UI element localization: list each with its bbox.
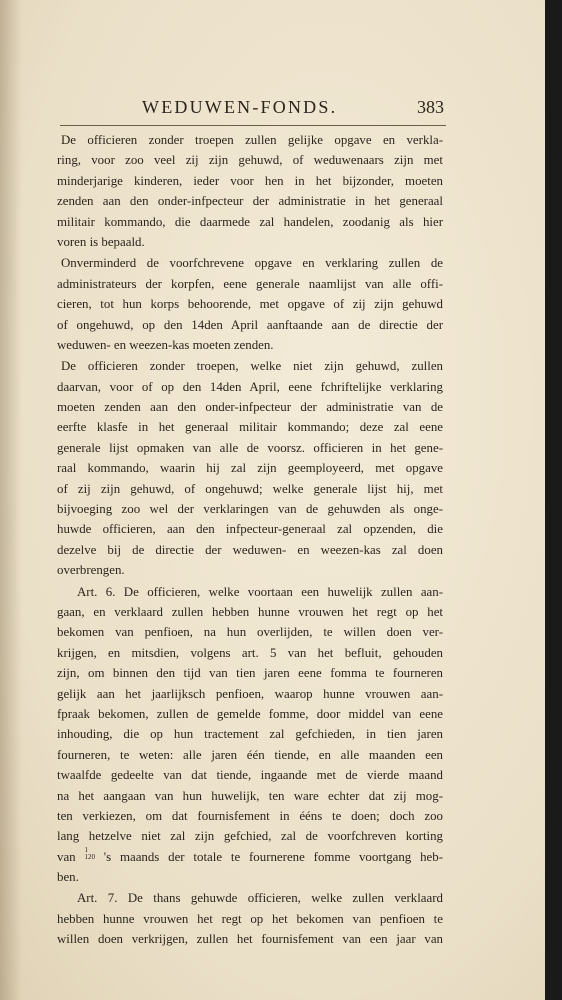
text-line: cieren, tot hun korps behoorende, met opgave of zij zijn gehuwd — [57, 297, 443, 312]
text-line: of zij zijn gehuwd, of ongehuwd; welke generale lijst hij, met — [57, 481, 443, 496]
text-line: gelijk aan het jaarlijksch penfioen, waarop hunne vrouwen aan- — [57, 686, 443, 701]
paragraph-1 — [57, 130, 443, 252]
fraction — [84, 847, 95, 861]
text-line: fpraak bekomen, zullen de gemelde fomme, door middel van eene — [57, 706, 443, 721]
text-line: zijn, om binnen den tijd van tien jaren eene fomma te fourneren — [57, 666, 443, 681]
text-line: willen doen verkrijgen, zullen het fournisfement van een jaar van — [57, 932, 443, 947]
text-line: dezelve bij de directie der weduwen- en weezen-kas zal doen — [57, 542, 443, 557]
text-line: lang hetzelve niet zal zijn gefchied, zal de voorfchreven korting — [57, 829, 443, 844]
text-line: generale lijst opmaken van alle de voorsz. officieren in het gene- — [57, 440, 443, 455]
text-line: bijvoeging zoo wel der verklaringen van de gehuwden als onge- — [57, 502, 443, 517]
text-line: Art. 7. De thans gehuwde officieren, welke zullen verklaard — [77, 891, 443, 906]
text-line: Onverminderd de voorfchrevene opgave en verklaring zullen de — [61, 256, 443, 271]
article-6 — [57, 582, 443, 888]
paragraph-3 — [57, 356, 443, 580]
text-line: minderjarige kinderen, ieder voor hen in het bijzonder, moeten — [57, 173, 443, 188]
running-head: WEDUWEN-FONDS. — [142, 97, 338, 117]
page-body — [57, 130, 443, 951]
paragraph-2 — [57, 253, 443, 355]
text-fragment: van — [57, 849, 76, 864]
article-7 — [57, 888, 443, 949]
text-line: bekomen van penfioen, na hun overlijden, te willen doen ver- — [57, 625, 443, 640]
fraction-numerator: 1 — [84, 845, 88, 854]
text-line: huwde officieren, aan den infpecteur-generaal zal opzenden, die — [57, 522, 443, 537]
page-number: 383 — [417, 97, 444, 117]
fraction-line — [57, 847, 443, 867]
text-line: twaalfde gedeelte van dat tiende, ingaande met de vierde maand — [57, 768, 443, 783]
text-line: fourneren, te weten: alle jaren één tiende, en alle maanden een — [57, 747, 443, 762]
text-line: hebben hunne vrouwen het regt op het bekomen van penfioen te — [57, 911, 443, 926]
page-header — [60, 97, 446, 126]
text-line: krijgen, en mitsdien, volgens art. 5 van het befluit, gehouden — [57, 645, 443, 660]
text-line: De officieren zonder troepen zullen gelijke opgave en verkla- — [61, 133, 443, 147]
text-line: raal kommando, waarin hij zal zijn geemployeerd, met opgave — [57, 461, 443, 476]
text-line: of ongehuwd, op den 14den April aanftaande aan de directie der — [57, 317, 443, 332]
text-line: De officieren zonder troepen, welke niet zijn gehuwd, zullen — [61, 359, 443, 374]
text-line: ben. — [57, 870, 79, 885]
text-line: zenden aan den onder-infpecteur der administratie in het generaal — [57, 194, 443, 209]
text-line: overbrengen. — [57, 563, 125, 578]
text-line: weduwen- en weezen-kas moeten zenden. — [57, 337, 274, 352]
text-fragment: 's maands der totale te fournerene fomme voortgang heb- — [103, 849, 443, 864]
text-line: na het aangaan van hun huwelijk, ten ware echter dat zij mog- — [57, 788, 443, 803]
text-line: administrateurs der korpfen, eene generale naamlijst van alle offi- — [57, 276, 443, 291]
text-line: ten verkiezen, om dat fournisfement in ééns te doen; doch zoo — [57, 808, 443, 823]
text-line: eerfte klasfe in het generaal militair kommando; deze zal eene — [57, 420, 443, 435]
text-line: gaan, en verklaard zullen hebben hunne vrouwen het regt op het — [57, 604, 443, 619]
text-line: ring, voor zoo veel zij zijn gehuwd, of weduwenaars zijn met — [57, 153, 443, 168]
fraction-denominator: 120 — [84, 852, 95, 861]
page-gutter-shadow — [0, 0, 22, 1000]
text-line: moeten zenden aan den onder-infpecteur der administratie van de — [57, 400, 443, 415]
text-line: inhouding, die op hun tractement zal gefchieden, in tien jaren — [57, 727, 443, 742]
text-line: Art. 6. De officieren, welke voortaan een huwelijk zullen aan- — [77, 584, 443, 599]
text-line: militair kommando, die daarmede zal handelen, zoodanig als hier — [57, 214, 443, 229]
text-line: voren is bepaald. — [57, 234, 145, 249]
text-line: daarvan, voor of op den 14den April, eene fchriftelijke verklaring — [57, 379, 443, 394]
